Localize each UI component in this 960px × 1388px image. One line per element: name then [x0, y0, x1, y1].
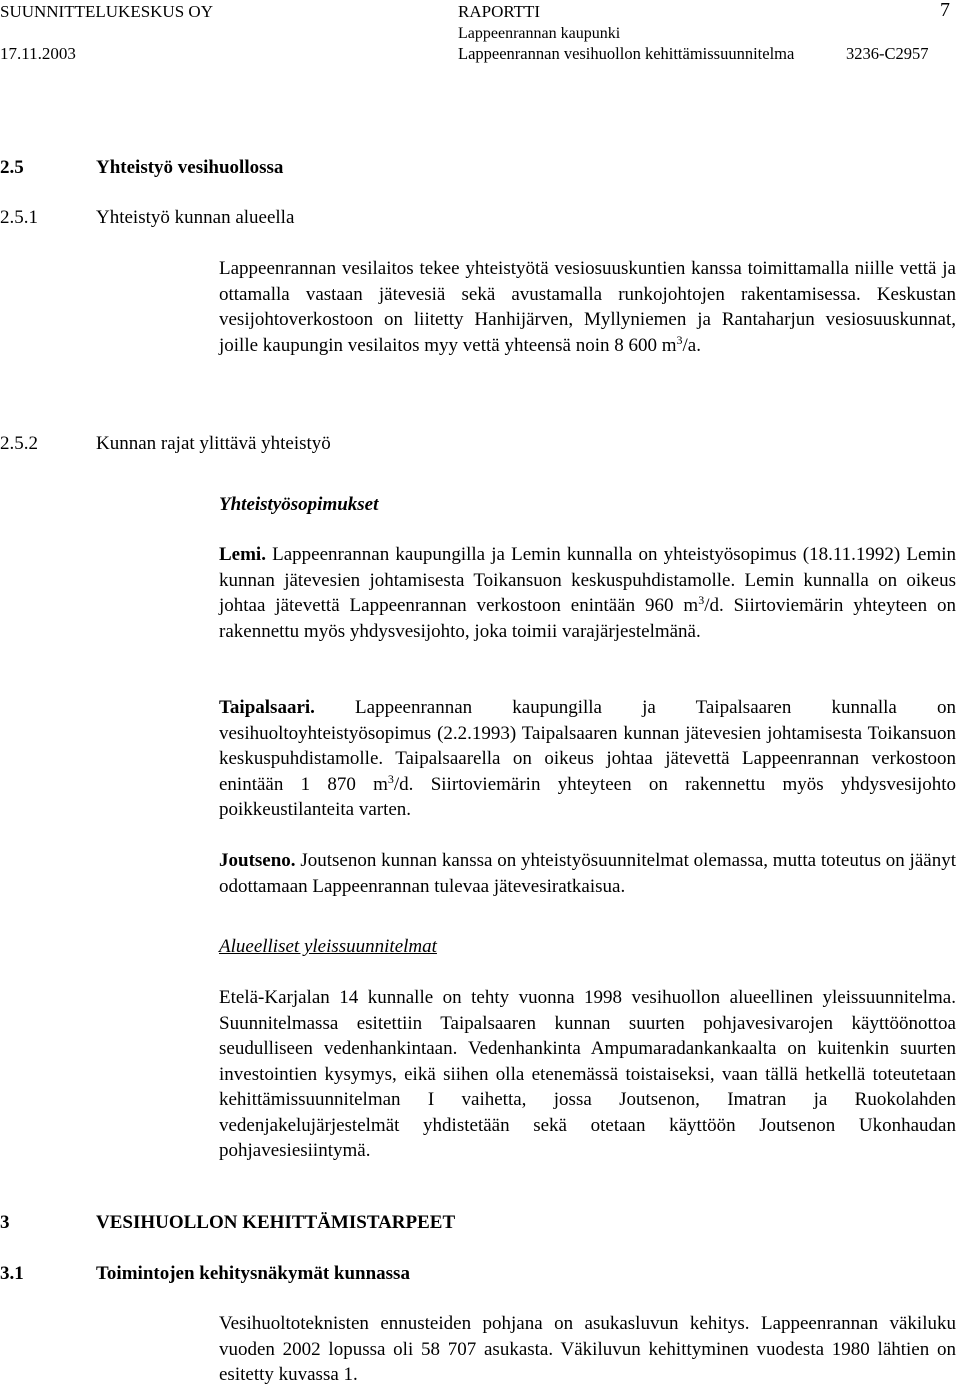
text: /d. Siirtoviemärin yhteyteen on rakennettu myös yhdysvesijohto, joka toimii varajärjestelmänä.: [219, 595, 956, 642]
header-date: 17.11.2003: [0, 44, 76, 63]
text: Vesihuoltoteknisten ennusteiden pohjana on asukasluvun kehitys. Lappeenrannan väkiluku vuoden 2002 lopussa oli 58 707 asukasta. Väkiluvun kehittyminen vuodesta 1980 lähtien on esitetty kuvassa 1.: [219, 1313, 956, 1385]
taipalsaari-label: Taipalsaari.: [219, 697, 315, 718]
text: Lappeenrannan kaupungilla ja Taipalsaaren kunnalla on vesihuoltoyhteistyösopimus (2.2.1993) Taipalsaaren kunnan jätevesien johtamisesta Toikansuon keskuspuhdistamolle. Taipalsaarella on oikeus johtaa jätevettä Lappeenrannan verkostoon enintään 1 870 m: [219, 697, 956, 795]
section-number: 2.5: [0, 157, 24, 178]
subheading-regional-plans: Alueelliset yleissuunnitelmat: [219, 936, 437, 957]
header-project: Lappeenrannan vesihuollon kehittämissuunnitelma: [458, 44, 795, 63]
section-title: Kunnan rajat ylittävä yhteistyö: [96, 433, 331, 454]
development-paragraph: [219, 1311, 956, 1388]
joutseno-paragraph: [219, 848, 956, 899]
section-number: 2.5.2: [0, 433, 38, 454]
page-number: 7: [940, 0, 950, 21]
superscript: 3: [698, 593, 705, 607]
lemi-paragraph: [219, 542, 956, 644]
subheading-agreements: Yhteistyösopimukset: [219, 494, 379, 515]
header-code: 3236-C2957: [846, 44, 929, 63]
text: /d. Siirtoviemärin yhteyteen on rakennettu myös yhdysvesijohto poikkeustilanteita varten.: [219, 773, 956, 820]
section-title: VESIHUOLLON KEHITTÄMISTARPEET: [96, 1212, 456, 1233]
taipalsaari-paragraph: [219, 695, 956, 823]
section-number: 3.1: [0, 1263, 24, 1284]
header-report-label: RAPORTTI: [458, 2, 541, 21]
header-client: Lappeenrannan kaupunki: [458, 25, 621, 42]
section-number: 2.5.1: [0, 207, 38, 228]
superscript: 3: [676, 332, 683, 347]
section-number: 3: [0, 1212, 10, 1233]
section-title: Toimintojen kehitysnäkymät kunnassa: [96, 1263, 410, 1284]
section-title: Yhteistyö vesihuollossa: [96, 157, 284, 178]
text: Lappeenrannan vesilaitos tekee yhteistyötä vesiosuuskuntien kanssa toimittamalla niille vettä ja ottamalla vastaan jätevesiä sekä avustamalla runkojohtojen rakentamisessa. Keskustan vesijohtoverkostoon on liitetty Hanhijärven, Myllyniemen ja Rantaharjun vesiosuuskunnat, joille kaupungin vesilaitos myy vettä yhteensä noin 8 600 m: [219, 258, 956, 356]
cooperation-paragraph: [219, 256, 956, 358]
text: Joutsenon kunnan kanssa on yhteistyösuunnitelmat olemassa, mutta toteutus on jäänyt odottamaan Lappeenrannan tulevaa jätevesiratkaisua.: [219, 850, 956, 897]
lemi-label: Lemi.: [219, 544, 266, 565]
text: /a.: [682, 334, 701, 356]
regional-plans-paragraph: [219, 985, 956, 1164]
superscript: 3: [387, 771, 394, 786]
section-title: Yhteistyö kunnan alueella: [96, 207, 295, 228]
joutseno-label: Joutseno.: [219, 850, 296, 871]
text: Lappeenrannan kaupungilla ja Lemin kunnalla on yhteistyösopimus (18.11.1992) Lemin kunnan jätevesien johtamisesta Toikansuon keskuspuhdistamolle. Lemin kunnalla on oikeus johtaa jätevettä Lappeenrannan verkostoon enintään 960 m: [219, 544, 956, 616]
header-company: SUUNNITTELUKESKUS OY: [0, 2, 213, 21]
text: Etelä-Karjalan 14 kunnalle on tehty vuonna 1998 vesihuollon alueellinen yleissuunnitelma. Suunnitelmassa esitettiin Taipalsaaren kunnan suurten pohjavesivarojen käyttöönottoa seudulliseen vedenhankintaan. Vedenhankinta Ampumaradankankaalta on kuitenkin suurten investointien kysymys, eikä siihen olla etenemässä toistaiseksi, vaan tällä hetkellä toteutetaan kehittämissuunnitelman I vaihetta, jossa Joutsenon, Imatran ja Ruokolahden vedenjakelujärjestelmät yhdistetään sekä otetaan käyttöön Joutsenon Ukonhaudan pohjavesiesiintymä.: [219, 987, 956, 1161]
